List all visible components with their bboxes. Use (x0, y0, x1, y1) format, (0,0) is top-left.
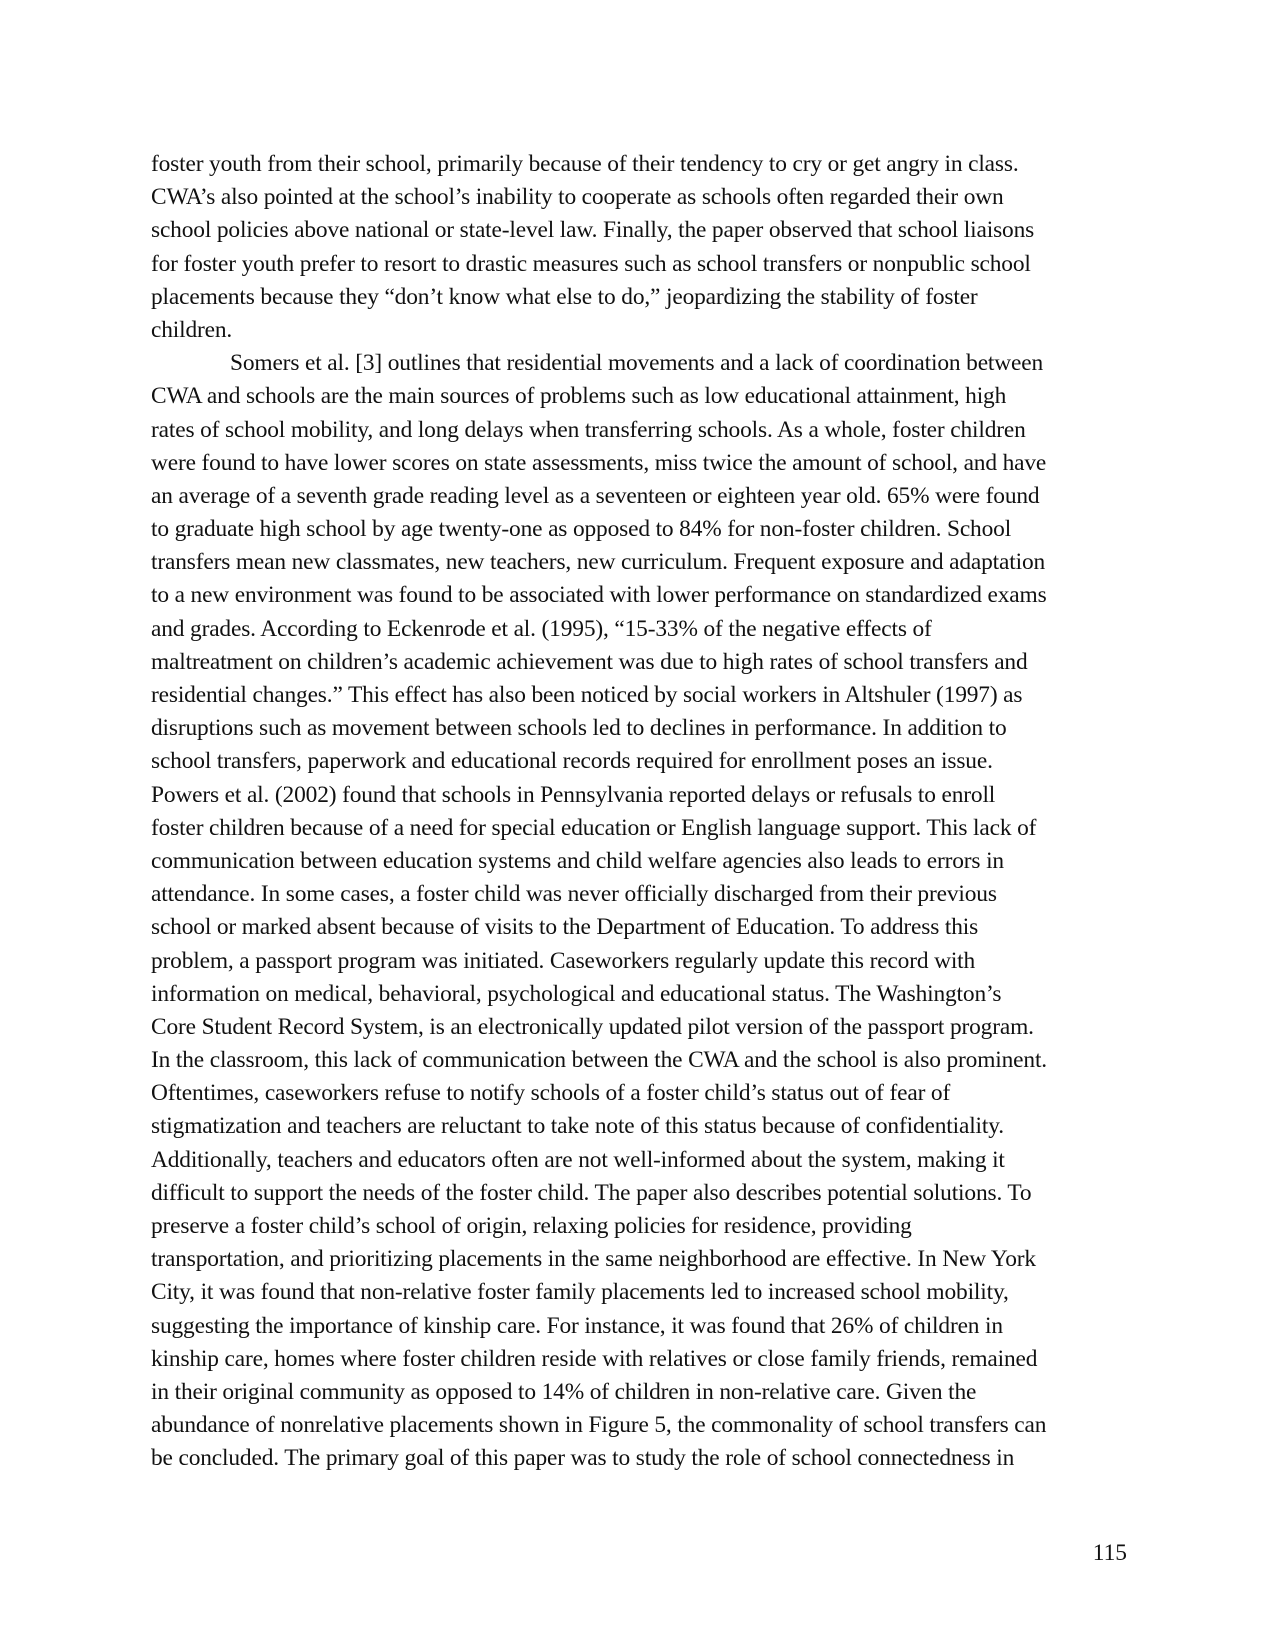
text-line: disruptions such as movement between schools led to declines in performance. In addition to (151, 715, 1007, 742)
text-line: transportation, and prioritizing placements in the same neighborhood are effective. In New York (151, 1246, 1036, 1273)
text-line: placements because they “don’t know what else to do,” jeopardizing the stability of foster (151, 283, 978, 310)
text-line: Additionally, teachers and educators often are not well-informed about the system, making it (151, 1146, 1005, 1173)
text-line: attendance. In some cases, a foster child was never officially discharged from their previous (151, 881, 997, 908)
text-line: CWA’s also pointed at the school’s inability to cooperate as schools often regarded their own (151, 184, 1004, 211)
text-line: Powers et al. (2002) found that schools in Pennsylvania reported delays or refusals to enroll (151, 781, 996, 808)
body-text (151, 148, 1131, 1476)
text-line: be concluded. The primary goal of this paper was to study the role of school connectedness in (151, 1445, 1015, 1472)
text-line: rates of school mobility, and long delays when transferring schools. As a whole, foster children (151, 416, 1026, 443)
text-line: children. (151, 316, 233, 343)
text-line: residential changes.” This effect has also been noticed by social workers in Altshuler (1997) as (151, 682, 1023, 708)
text-line: communication between education systems and child welfare agencies also leads to errors in (151, 847, 1004, 874)
text-line: Oftentimes, caseworkers refuse to notify schools of a foster child’s status out of fear of (151, 1080, 951, 1107)
text-line: information on medical, behavioral, psychological and educational status. The Washington’s (151, 980, 1002, 1007)
text-line: stigmatization and teachers are reluctant to take note of this status because of confidentiality. (151, 1113, 1004, 1140)
text-line: problem, a passport program was initiated. Caseworkers regularly update this record with (151, 947, 976, 974)
text-line: an average of a seventh grade reading level as a seventeen or eighteen year old. 65% were found (151, 482, 1040, 509)
text-line: In the classroom, this lack of communication between the CWA and the school is also prominent. (151, 1047, 1047, 1074)
text-line: transfers mean new classmates, new teachers, new curriculum. Frequent exposure and adaptation (151, 549, 1046, 576)
text-line: City, it was found that non-relative foster family placements led to increased school mobility, (151, 1279, 1009, 1306)
text-line: CWA and schools are the main sources of problems such as low educational attainment, high (151, 383, 1007, 410)
text-line: abundance of nonrelative placements shown in Figure 5, the commonality of school transfers can (151, 1412, 1047, 1439)
text-line: kinship care, homes where foster children reside with relatives or close family friends, remained (151, 1345, 1038, 1372)
paragraph-2 (151, 347, 1131, 1475)
text-line: school or marked absent because of visits to the Department of Education. To address this (151, 914, 979, 941)
text-line: for foster youth prefer to resort to drastic measures such as school transfers or nonpublic school (151, 250, 1031, 277)
text-line: to graduate high school by age twenty-one as opposed to 84% for non-foster children. School (151, 516, 1012, 543)
text-line: school policies above national or state-level law. Finally, the paper observed that school liaisons (151, 217, 1035, 244)
text-line: foster youth from their school, primarily because of their tendency to cry or get angry in class. (151, 151, 1019, 177)
text-line: were found to have lower scores on state assessments, miss twice the amount of school, and have (151, 449, 1047, 476)
text-line: and grades. According to Eckenrode et al. (1995), “15-33% of the negative effects of (151, 615, 932, 642)
text-line: in their original community as opposed to 14% of children in non-relative care. Given the (151, 1378, 977, 1405)
text-line: suggesting the importance of kinship care. For instance, it was found that 26% of children in (151, 1312, 1003, 1339)
text-line: maltreatment on children’s academic achievement was due to high rates of school transfers and (151, 648, 1028, 675)
page-number: 115 (1092, 1540, 1127, 1566)
text-line: to a new environment was found to be associated with lower performance on standardized exams (151, 582, 1047, 609)
paragraph-1 (151, 148, 1131, 347)
text-line: foster children because of a need for special education or English language support. This lack of (151, 814, 1037, 841)
text-line: Somers et al. [3] outlines that residential movements and a lack of coordination between (230, 350, 1044, 377)
text-line: Core Student Record System, is an electronically updated pilot version of the passport program. (151, 1013, 1034, 1040)
text-line: preserve a foster child’s school of origin, relaxing policies for residence, providing (151, 1213, 912, 1239)
text-line: school transfers, paperwork and educational records required for enrollment poses an issue. (151, 748, 993, 775)
text-line: difficult to support the needs of the foster child. The paper also describes potential solutions. To (151, 1179, 1032, 1206)
